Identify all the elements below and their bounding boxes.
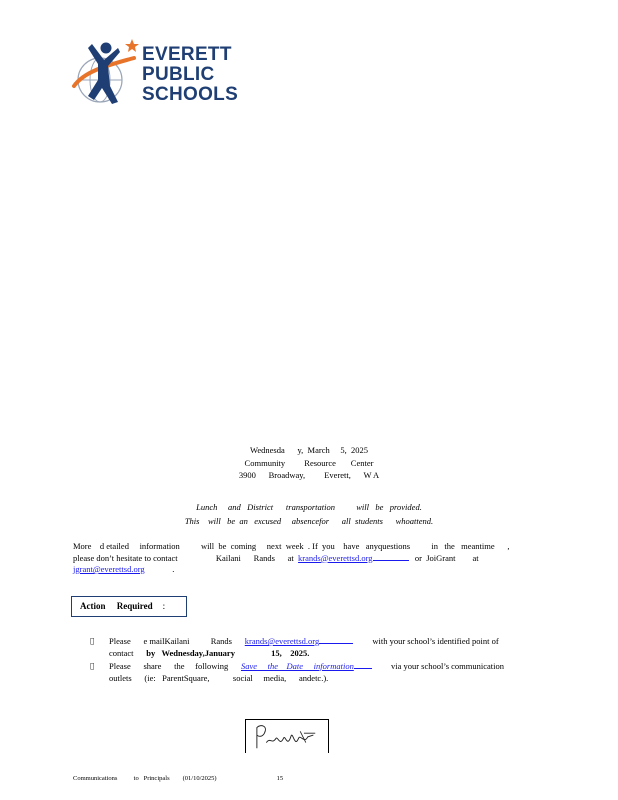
page-footer: Communications to Principals (01/10/2025) 15 xyxy=(73,775,284,782)
bullet-text-suffix: with your school’s identified point of xyxy=(353,636,499,646)
event-date: Wednesda y, March 5, 2025 xyxy=(250,445,368,455)
event-details xyxy=(0,444,618,482)
bullet-icon xyxy=(90,636,109,659)
event-notes xyxy=(0,500,618,528)
paragraph-end: . xyxy=(144,564,175,574)
paragraph-line-3 xyxy=(73,564,553,576)
bullet-email-kailani xyxy=(90,636,520,659)
bullet-share-save-the-date xyxy=(90,661,520,684)
krands-email-link-2[interactable]: krands@everettsd.org xyxy=(244,636,320,646)
save-the-date-link[interactable]: Save the Date information xyxy=(240,661,354,671)
logo-line-everett: EVERETT xyxy=(142,44,232,65)
runner-globe-icon xyxy=(70,36,142,110)
signature-box xyxy=(245,719,329,753)
action-colon: : xyxy=(162,601,166,611)
excused-absence-note: This will be an excused absencefor all students whoattend. xyxy=(184,516,434,526)
jgrant-email-link[interactable]: jgrant@everettsd.org xyxy=(73,564,145,574)
action-bullets xyxy=(90,636,520,686)
lunch-transport-note: Lunch and District transportation will be provided. xyxy=(196,502,422,512)
action-required-label: Action Required xyxy=(80,601,153,611)
krands-email-link[interactable]: krands@everettsd.org xyxy=(298,552,373,563)
bullet-text-line2: contact xyxy=(109,647,147,658)
logo-line-schools: SCHOOLS xyxy=(142,84,239,105)
bullet-text: Please share the following xyxy=(109,661,241,671)
contact-text-2: or JoiGrant at xyxy=(408,552,479,563)
contact-text: please don’t hesitate to contact Kailani Rands at xyxy=(73,552,299,563)
bullet-body xyxy=(109,661,504,684)
bullet-text: Please e mailKailani Rands xyxy=(109,636,245,646)
paragraph-line-2 xyxy=(73,553,553,565)
bullet-body xyxy=(109,636,499,659)
action-required-box xyxy=(71,596,187,617)
info-paragraph xyxy=(73,541,553,576)
event-venue: Community Resource Center xyxy=(244,457,374,468)
paragraph-line-1: More d etailed information will be coming next week . If you have anyquestions in the meantime , xyxy=(73,541,510,551)
bullet-text-line2: outlets (ie: ParentSquare, social media, andetc.). xyxy=(109,672,329,683)
everett-public-schools-logo xyxy=(70,36,260,110)
bullet-text-suffix: via your school’s communication xyxy=(371,661,505,671)
deadline-text: by Wednesday,January 15, 2025. xyxy=(146,647,310,658)
handwritten-signature xyxy=(246,720,328,752)
logo-wordmark xyxy=(142,45,238,105)
logo-line-public: PUBLIC xyxy=(142,64,215,85)
bullet-icon xyxy=(90,661,109,684)
event-address: 3900 Broadway, Everett, W A xyxy=(238,470,380,480)
